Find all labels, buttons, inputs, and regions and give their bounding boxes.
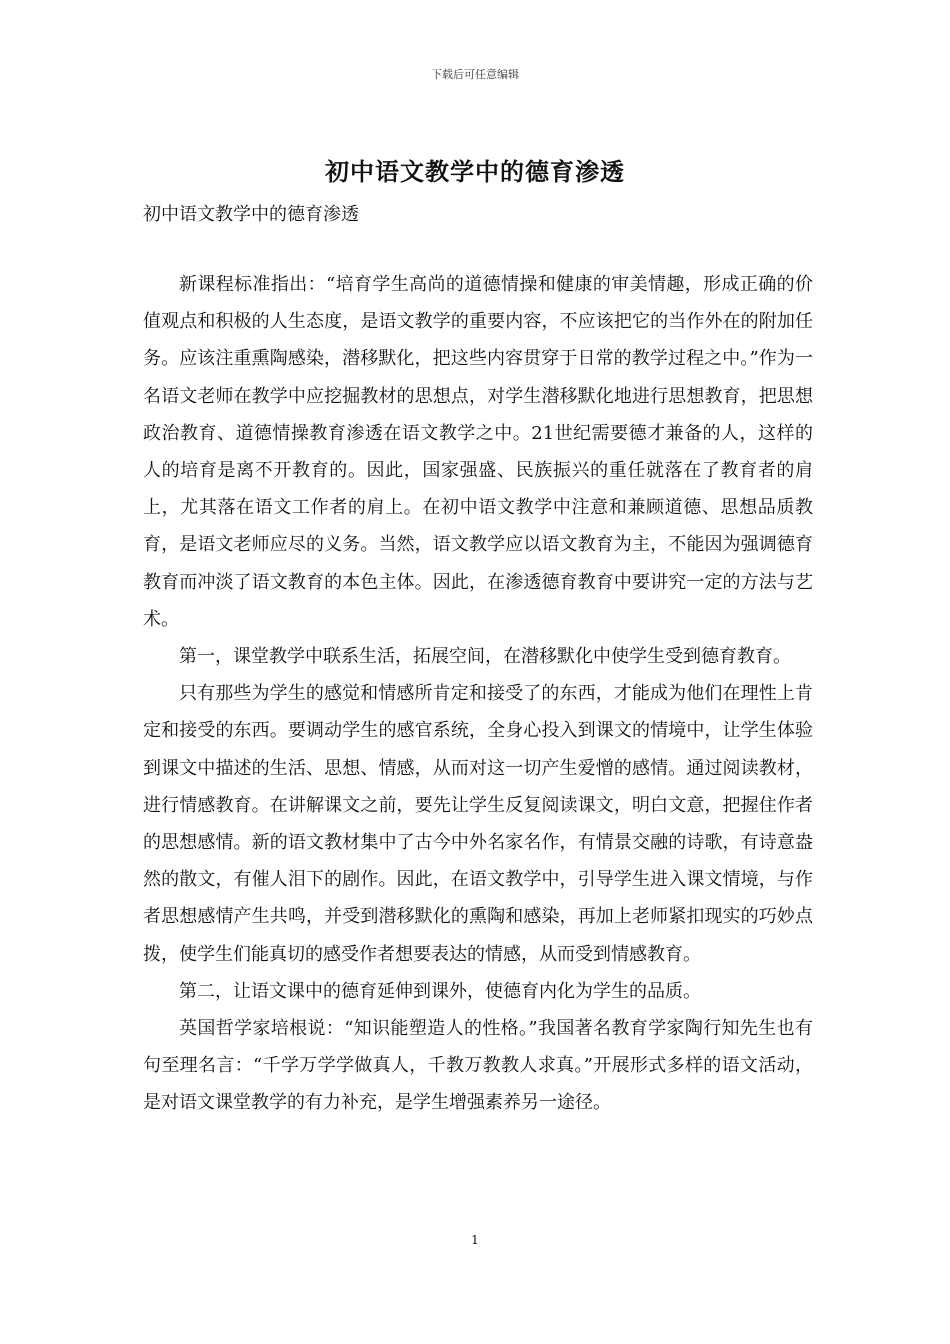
paragraph-emotion-education: 只有那些为学生的感觉和情感所肯定和接受了的东西，才能成为他们在理性上肯定和接受的东西。要调动学生的感官系统，全身心投入到课文的情境中，让学生体验到课文中描述的生活、思想、情感，从而对这一切产生爱憎的感情。通过阅读教材，进行情感教育。在讲解课文之前，要先让学生反复阅读课文，明白文意，把握住作者的思想感情。新的语文教材集中了古今中外名家名作，有情景交融的诗歌，有诗意盎然的散文，有催人泪下的剧作。因此，在语文教学中，引导学生进入课文情境，与作者思想感情产生共鸣，并受到潜移默化的熏陶和感染，再加上老师紧扣现实的巧妙点拨，使学生们能真切的感受作者想要表达的情感，从而受到情感教育。 <box>143 683 813 965</box>
document-title: 初中语文教学中的德育渗透 <box>325 157 625 186</box>
page-header-note: 下载后可任意编辑 <box>431 68 519 81</box>
paragraph-heading-second: 第二，让语文课中的德育延伸到课外，使德育内化为学生的品质。 <box>179 980 701 1002</box>
document-subtitle: 初中语文教学中的德育渗透 <box>143 204 359 225</box>
paragraph-intro: 新课程标准指出：“培育学生高尚的道德情操和健康的审美情趣，形成正确的价值观点和积极的人生态度，是语文教学的重要内容，不应该把它的当作外在的附加任务。应该注重熏陶感染，潜移默化，把这些内容贯穿于日常的教学过程之中。”作为一名语文老师在教学中应挖掘教材的思想点，对学生潜移默化地进行思想教育，把思想政治教育、道德情操教育渗透在语文教学之中。21世纪需要德才兼备的人，这样的人的培育是离不开教育的。因此，国家强盛、民族振兴的重任就落在了教育者的肩上，尤其落在语文工作者的肩上。在初中语文教学中注意和兼顾道德、思想品质教育，是语文老师应尽的义务。当然，语文教学应以语文教育为主，不能因为强调德育教育而冲淡了语文教育的本色主体。因此，在渗透德育教育中要讲究一定的方法与艺术。 <box>143 274 813 630</box>
paragraph-activities: 英国哲学家培根说：“知识能塑造人的性格。”我国著名教育学家陶行知先生也有句至理名言：“千学万学学做真人，千教万教教人求真。”开展形式多样的语文活动，是对语文课堂教学的有力补充，是学生增强素养另一途径。 <box>143 1018 813 1114</box>
page-number: 1 <box>471 1233 479 1247</box>
document-body <box>143 266 813 1122</box>
paragraph-heading-first: 第一，课堂教学中联系生活，拓展空间，在潜移默化中使学生受到德育教育。 <box>179 646 791 668</box>
